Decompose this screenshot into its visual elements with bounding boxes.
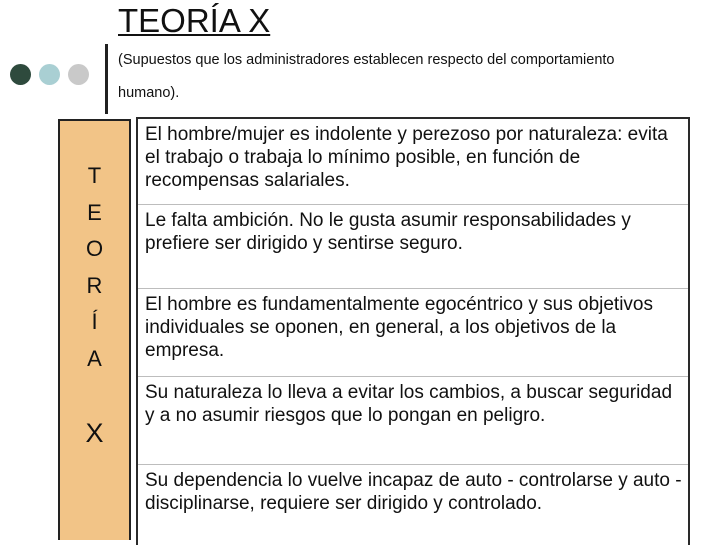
letter-t: T [87,163,102,188]
vertical-letters [60,158,129,377]
light-blue-dot [39,64,60,85]
theory-side-panel [58,119,131,540]
statements-list [136,117,690,545]
letter-e: E [87,199,102,225]
statement-row: Su naturaleza lo lleva a evitar los cambios, a buscar seguridad y a no asumir riesgos que lo pongan en peligro. [138,377,688,465]
title-divider [105,44,108,114]
letter-x: X [85,418,104,448]
statement-row: El hombre es fundamentalmente egocéntrico y sus objetivos individuales se oponen, en general, a los objetivos de la empresa. [138,289,688,377]
gray-dot [68,64,89,85]
letter-a: A [87,345,102,371]
slide-subtitle: (Supuestos que los administradores establecen respecto del comportamiento humano). [118,52,615,101]
statement-row: Le falta ambición. No le gusta asumir responsabilidades y prefiere ser dirigido y sentirse seguro. [138,205,688,289]
letter-i-accent: Í [91,309,98,334]
dark-green-dot [10,64,31,85]
statement-row: El hombre/mujer es indolente y perezoso por naturaleza: evita el trabajo o trabaja lo mínimo posible, en función de recompensas salariales. [138,119,688,205]
decorative-dots [10,64,89,85]
letter-o: O [85,236,104,261]
statement-row: Su dependencia lo vuelve incapaz de auto - controlarse y auto - disciplinarse, requiere ser dirigido y controlado. [145,470,682,514]
letter-r: R [86,272,103,298]
slide-title: TEORÍA X [118,2,271,39]
